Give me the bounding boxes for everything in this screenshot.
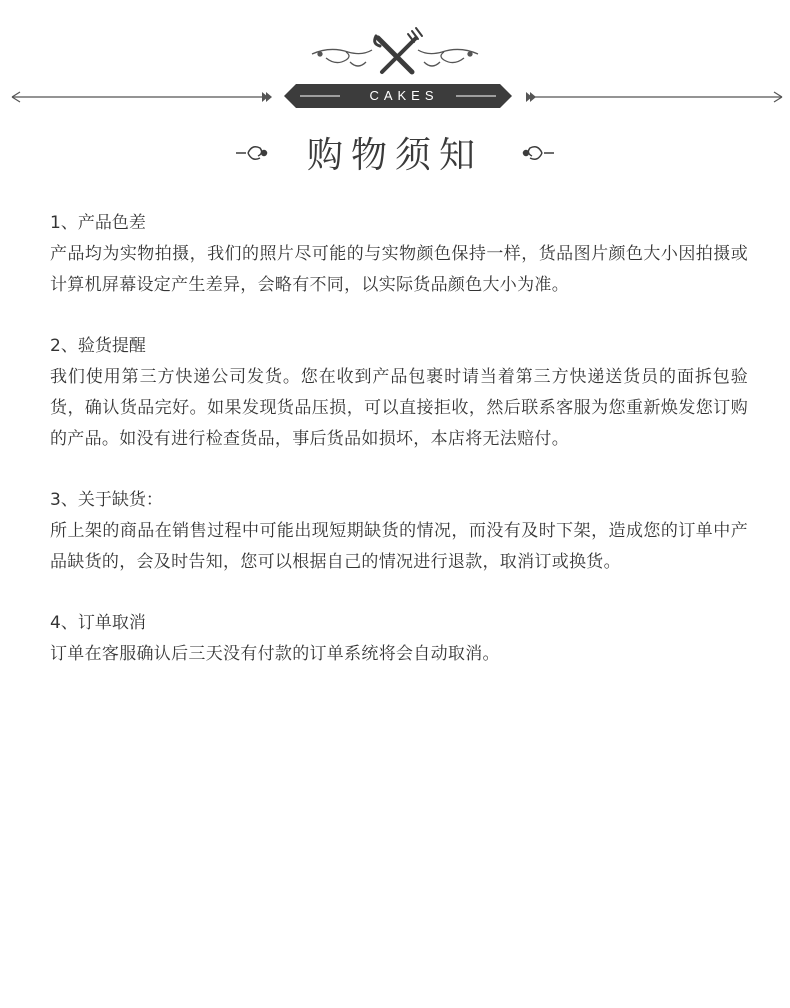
ornament-left-icon [236,147,267,159]
section-heading: 4、订单取消 [50,613,146,633]
section-color-difference [50,208,748,301]
flourish-icon [312,49,372,66]
arrow-left-icon [12,92,272,102]
notice-content [50,208,748,700]
section-heading: 1、产品色差 [50,213,146,233]
section-body: 产品均为实物拍摄，我们的照片尽可能的与实物颜色保持一样，货品图片颜色大小因拍摄或计算机屏幕设定产生差异，会略有不同，以实际货品颜色大小为准。 [50,244,748,295]
page-title: 购物须知 [306,135,483,176]
section-heading: 2、验货提醒 [50,336,146,356]
header-banner [0,0,790,200]
section-body: 订单在客服确认后三天没有付款的订单系统将会自动取消。 [50,644,500,664]
arrow-right-icon [526,92,782,102]
section-inspection-reminder [50,331,748,455]
section-body: 所上架的商品在销售过程中可能出现短期缺货的情况，而没有及时下架，造成您的订单中产品缺货的，会及时告知，您可以根据自己的情况进行退款，取消订或换货。 [50,521,748,572]
flourish-icon [418,49,478,66]
fork-knife-icon [375,28,422,72]
section-order-cancel [50,608,748,670]
section-out-of-stock [50,485,748,578]
section-body: 我们使用第三方快递公司发货。您在收到产品包裹时请当着第三方快递送货员的面拆包验货，确认货品完好。如果发现货品压损，可以直接拒收，然后联系客服为您重新焕发您订购的产品。如没有进行检查货品，事后货品如损坏，本店将无法赔付。 [50,367,748,449]
badge-label: CAKES [369,88,439,103]
section-heading: 3、关于缺货： [50,490,163,510]
ornament-right-icon [524,147,555,159]
